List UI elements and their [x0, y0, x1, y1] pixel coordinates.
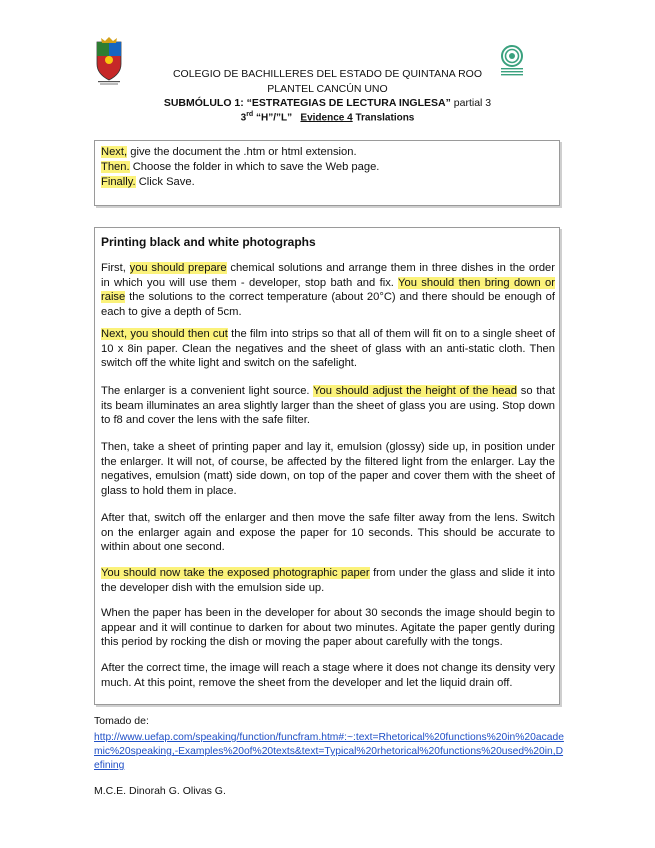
highlight: You should adjust the height of the head: [313, 385, 517, 397]
article-box: [94, 227, 560, 705]
text-run: so that its beam illuminates an area slightly larger than the sheet of glass you are using. Stop down to f8 and cover the lens with the safe filter.: [101, 385, 555, 427]
instruction-text: Choose the folder in which to save the Web page.: [129, 161, 380, 173]
campus-name: PLANTEL CANCÚN UNO: [267, 83, 388, 95]
highlight: Next, you should then cut: [101, 328, 228, 340]
text-run: the solutions to the correct temperature (about 20°C) and there should be enough of each to give a depth of 5cm.: [101, 291, 555, 318]
connector-next: Next,: [101, 146, 128, 158]
text-run: The enlarger is a convenient light source.: [101, 385, 314, 397]
groups-num: 3: [240, 112, 247, 124]
paragraph-6: [101, 566, 555, 595]
evidence-label: Evidence 4: [300, 112, 353, 124]
groups-names: “H”/”L”: [253, 112, 293, 124]
connector-finally: Finally.: [101, 176, 136, 188]
connector-then: Then.: [101, 161, 130, 173]
instruction-line-2: [101, 161, 379, 173]
instruction-text: Click Save.: [135, 176, 195, 188]
instruction-text: give the document the .htm or html extension.: [127, 146, 357, 158]
paragraph-4: Then, take a sheet of printing paper and lay it, emulsion (glossy) side up, in position under the enlarger. It will not, of course, be affected by the filtered light from the enlarger. Lay the negatives, emulsion (matt) side down, on top of the paper and cover them with the sheet of glass to hold them in place.: [101, 441, 555, 497]
text-run: the film into strips so that all of them will fit on to a single sheet of 10 x 8in paper. Clean the negatives and the sheet of glass with an anti-static cloth. Then switch off the white light and switch on the safelight.: [101, 328, 556, 370]
text-run: from under the glass and slide it into the developer dish with the emulsion side up.: [101, 567, 555, 594]
evidence-topic: Translations: [352, 112, 415, 124]
highlight: You should now take the exposed photographic paper: [101, 567, 370, 579]
evidence-line: [0, 111, 655, 123]
module-name: SUBMÓLULO 1: “ESTRATEGIAS DE LECTURA INGLESA”: [163, 97, 451, 109]
instruction-line-3: [101, 176, 195, 188]
module-title: [0, 97, 655, 109]
text-run: chemical solutions and arrange them in three dishes in the order in which you will use them - developer, stop bath and fix.: [101, 262, 555, 289]
paragraph-3: [101, 384, 555, 428]
paragraph-5: After that, switch off the enlarger and then move the safe filter away from the lens. Switch on the enlarger again and expose the paper for 10 seconds. This should be accurate to within about one second.: [101, 512, 555, 554]
highlight: You should then bring down or raise: [101, 276, 555, 304]
module-partial: partial 3: [450, 97, 492, 109]
groups-sup: rd: [246, 111, 254, 118]
paragraph-1: [101, 261, 555, 319]
source-link[interactable]: http://www.uefap.com/speaking/function/funcfram.htm#:~:text=Rhetorical%20functions%20in%20academic%20speaking,-Examples%20of%20texts&text=Typical%20rhetorical%20functions%20used%20in,Defining: [94, 732, 564, 771]
paragraph-7: When the paper has been in the developer for about 30 seconds the image should begin to appear and it will continue to darken for about two minutes. Agitate the paper gently during this period by rocking the dish or moving the paper about carefully with the tongs.: [101, 607, 555, 649]
highlight: you should prepare: [129, 262, 227, 274]
institution-name: COLEGIO DE BACHILLERES DEL ESTADO DE QUINTANA ROO: [172, 68, 483, 80]
instruction-line-1: [101, 146, 357, 158]
instructions-box: [94, 140, 560, 206]
source-label: Tomado de:: [94, 715, 149, 727]
paragraph-8: After the correct time, the image will reach a stage where it does not change its density very much. At this point, remove the sheet from the developer and let the liquid drain off.: [101, 662, 555, 689]
article-title: Printing black and white photographs: [101, 235, 316, 249]
text-run: First,: [101, 262, 130, 274]
paragraph-2: [101, 327, 555, 371]
author-name: M.C.E. Dinorah G. Olivas G.: [94, 785, 226, 797]
